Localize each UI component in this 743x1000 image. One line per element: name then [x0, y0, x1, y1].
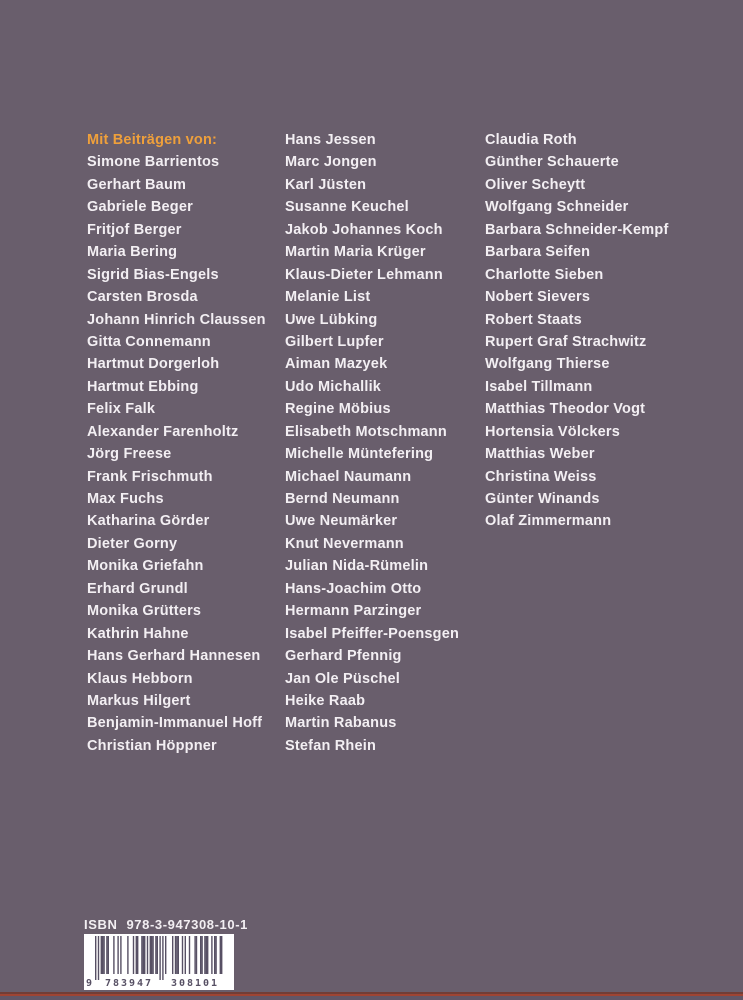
contributor-name: Jörg Freese	[87, 446, 172, 463]
contributor-name: Jan Ole Püschel	[285, 670, 401, 687]
contributor-name: Katharina Görder	[87, 513, 210, 530]
contributor-name: Günther Schauerte	[485, 154, 619, 171]
contributor-name: Klaus Hebborn	[87, 670, 193, 687]
barcode-box	[84, 934, 234, 990]
contributor-name: Hans-Joachim Otto	[285, 580, 422, 597]
barcode-digits	[84, 977, 234, 989]
contributor-name: Gabriele Beger	[87, 199, 193, 216]
contributor-name: Hortensia Völckers	[485, 423, 620, 440]
contributor-name: Benjamin-Immanuel Hoff	[87, 715, 263, 732]
contributor-name: Wolfgang Schneider	[485, 199, 629, 216]
contributor-name: Julian Nida-Rümelin	[285, 558, 429, 575]
contributor-name: Martin Maria Krüger	[285, 244, 426, 261]
contributor-name: Kathrin Hahne	[87, 625, 189, 642]
contributor-name: Monika Griefahn	[87, 558, 204, 575]
contributor-name: Markus Hilgert	[87, 692, 191, 709]
contributor-name: Marc Jongen	[285, 154, 377, 171]
contributors-list-3	[485, 129, 669, 533]
contributor-name: Carsten Brosda	[87, 289, 198, 306]
contributor-name: Gerhard Pfennig	[285, 648, 402, 665]
isbn-label	[84, 917, 248, 934]
contributor-name: Knut Nevermann	[285, 535, 404, 552]
contributor-name: Jakob Johannes Koch	[285, 221, 443, 238]
barcode-digit-first: 9	[86, 978, 93, 989]
contributor-name: Robert Staats	[485, 311, 582, 328]
contributor-name: Udo Michallik	[285, 378, 382, 395]
contributor-name: Nobert Sievers	[485, 289, 591, 306]
contributor-name: Isabel Tillmann	[485, 378, 593, 395]
contributor-name: Uwe Neumärker	[285, 513, 398, 530]
contributor-name: Matthias Theodor Vogt	[485, 401, 646, 418]
contributor-name: Michelle Müntefering	[285, 446, 434, 463]
cover-edge-bottom	[0, 996, 743, 1000]
contributor-name: Hans Jessen	[285, 132, 376, 148]
contributor-name: Johann Hinrich Claussen	[87, 311, 266, 328]
contributor-name: Günter Winands	[485, 491, 600, 507]
contributor-name: Gerhart Baum	[87, 176, 187, 193]
isbn-number: 978-3-947308-10-1	[126, 917, 248, 932]
contributor-name: Dieter Gorny	[87, 535, 178, 552]
contributor-name: Regine Möbius	[285, 401, 391, 418]
contributor-name: Heike Raab	[285, 692, 366, 709]
contributor-name: Fritjof Berger	[87, 221, 182, 238]
contributor-name: Michael Naumann	[285, 468, 412, 485]
contributor-name: Felix Falk	[87, 401, 156, 418]
contributor-name: Charlotte Sieben	[485, 266, 604, 283]
contributor-name: Monika Grütters	[87, 603, 202, 620]
contributors-column-2	[285, 129, 459, 757]
contributor-name: Hermann Parzinger	[285, 603, 422, 620]
isbn-label-prefix: ISBN	[84, 917, 118, 932]
contributor-name: Frank Frischmuth	[87, 468, 213, 485]
contributor-name: Christian Höppner	[87, 737, 217, 754]
contributor-name: Simone Barrientos	[87, 154, 220, 171]
contributors-column-1	[87, 129, 266, 757]
contributor-name: Isabel Pfeiffer-Poensgen	[285, 625, 460, 642]
contributor-name: Erhard Grundl	[87, 580, 188, 597]
contributors-heading: Mit Beiträgen von:	[87, 132, 218, 148]
contributor-name: Elisabeth Motschmann	[285, 423, 447, 440]
contributor-name: Olaf Zimmermann	[485, 513, 612, 530]
isbn-block	[84, 917, 248, 990]
contributor-name: Rupert Graf Strachwitz	[485, 333, 647, 350]
contributor-name: Aiman Mazyek	[285, 356, 388, 373]
contributor-name: Oliver Scheytt	[485, 176, 586, 193]
contributor-name: Stefan Rhein	[285, 737, 377, 754]
contributor-name: Max Fuchs	[87, 491, 164, 507]
contributors-column-3	[485, 129, 669, 533]
contributor-name: Wolfgang Thierse	[485, 356, 610, 373]
contributor-name: Bernd Neumann	[285, 491, 400, 507]
contributor-name: Uwe Lübking	[285, 311, 378, 328]
contributor-name: Barbara Seifen	[485, 244, 591, 261]
contributor-name: Melanie List	[285, 289, 371, 306]
contributor-name: Susanne Keuchel	[285, 199, 409, 216]
contributor-name: Christina Weiss	[485, 468, 597, 485]
contributor-name: Maria Bering	[87, 244, 178, 261]
contributor-name: Hartmut Ebbing	[87, 378, 199, 395]
contributor-name: Martin Rabanus	[285, 715, 397, 732]
barcode-digits-left: 783947	[104, 978, 154, 989]
contributor-name: Matthias Weber	[485, 446, 595, 463]
contributor-name: Claudia Roth	[485, 132, 577, 148]
contributors-list-1	[87, 151, 266, 757]
contributor-name: Sigrid Bias-Engels	[87, 266, 219, 283]
contributor-name: Hans Gerhard Hannesen	[87, 648, 261, 665]
contributor-name: Hartmut Dorgerloh	[87, 356, 220, 373]
contributor-name: Gitta Connemann	[87, 333, 211, 350]
contributor-name: Barbara Schneider-Kempf	[485, 221, 669, 238]
contributor-name: Gilbert Lupfer	[285, 333, 384, 350]
contributor-name: Klaus-Dieter Lehmann	[285, 266, 443, 283]
contributor-name: Karl Jüsten	[285, 176, 367, 193]
barcode-digits-right: 308101	[170, 978, 220, 989]
contributors-list-2	[285, 129, 459, 757]
contributor-name: Alexander Farenholtz	[87, 423, 239, 440]
